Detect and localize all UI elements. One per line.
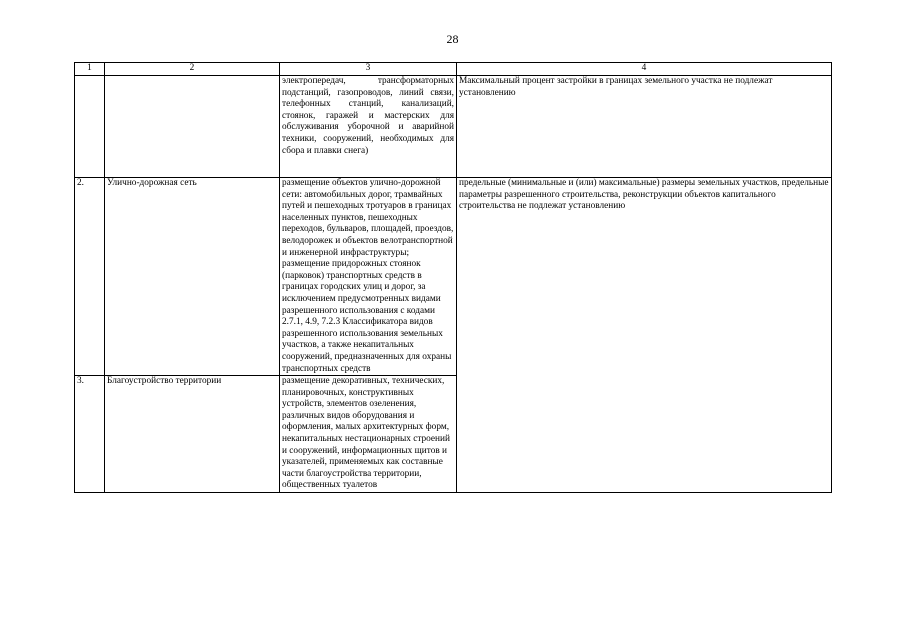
header-col-2: 2	[105, 63, 280, 76]
row-description: электропередач, трансформаторных подстанций, газопроводов, линий связи, телефонных станций, канализаций, стоянок, гаражей и мастерских для обслуживания уборочной и аварийной техники, сооружений, необходимых для сбора и плавки снега)	[280, 76, 457, 178]
row-parameters: предельные (минимальные и (или) максимальные) размеры земельных участков, предельные параметры разрешенного строительства, реконструкции объектов капитального строительства не подлежат установлению	[457, 178, 832, 493]
row-number	[75, 76, 105, 178]
row-description: размещение декоративных, технических, планировочных, конструктивных устройств, элементов озеленения, различных видов оборудования и оформления, малых архитектурных форм, некапитальных нестационарных строений и сооружений, информационных щитов и указателей, применяемых как составные части благоустройства территории, общественных туалетов	[280, 376, 457, 493]
header-col-3: 3	[280, 63, 457, 76]
row-name	[105, 76, 280, 178]
table-row	[75, 76, 832, 178]
page-number: 28	[446, 32, 459, 46]
row-number: 3.	[75, 376, 105, 493]
row-number: 2.	[75, 178, 105, 376]
row-parameters: Максимальный процент застройки в границах земельного участка не подлежат установлению	[457, 76, 832, 178]
header-col-1: 1	[75, 63, 105, 76]
table-row	[75, 178, 832, 376]
row-name: Улично-дорожная сеть	[105, 178, 280, 376]
land-use-table	[74, 62, 832, 493]
row-name: Благоустройство территории	[105, 376, 280, 493]
table-header-row	[75, 63, 832, 76]
row-description: размещение объектов улично-дорожной сети: автомобильных дорог, трамвайных путей и пешеходных тротуаров в границах населенных пунктов, пешеходных переходов, бульваров, площадей, проездов, велодорожек и объектов велотранспортной и инженерной инфраструктуры; размещение придорожных стоянок (парковок) транспортных средств в границах городских улиц и дорог, за исключением предусмотренных видами разрешенного использования с кодами 2.7.1, 4.9, 7.2.3 Классификатора видов разрешенного использования земельных участков, а также некапитальных сооружений, предназначенных для охраны транспортных средств	[280, 178, 457, 376]
header-col-4: 4	[457, 63, 832, 76]
